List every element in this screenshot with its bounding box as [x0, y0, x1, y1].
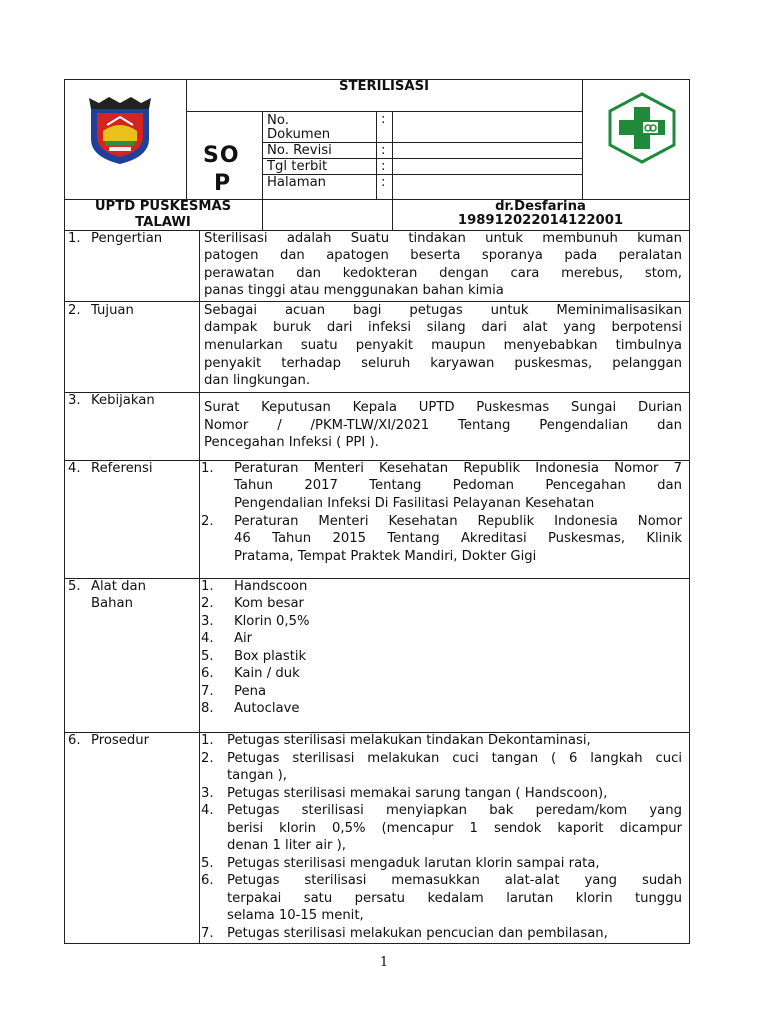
tujuan-line: penyakit terhadap seluruh karyawan puskesmas, pelanggan — [204, 356, 682, 371]
kebijakan-line: Pencegahan Infeksi ( PPI ). — [204, 435, 379, 450]
alat-item: Kain / duk — [234, 666, 300, 681]
organization-name-line2: TALAWI — [135, 215, 191, 230]
section-number: 3. — [68, 393, 81, 408]
alat-item: Handscoon — [234, 579, 308, 594]
section-number: 5. — [68, 579, 81, 594]
section-label: Pengertian — [91, 231, 163, 246]
field-sep: : — [381, 112, 386, 127]
field-label-no-dokumen-1: No. — [267, 113, 289, 128]
prosedur-step-line: selama 10-15 menit, — [227, 908, 364, 923]
district-emblem-icon — [87, 95, 153, 165]
section-number: 4. — [68, 461, 81, 476]
field-label-halaman: Halaman — [267, 175, 327, 190]
prosedur-step-line: Petugas sterilisasi melakukan tindakan Dekontaminasi, — [227, 733, 591, 748]
district-logo — [87, 95, 153, 165]
section-number: 1. — [68, 231, 81, 246]
alat-item-number: 2. — [201, 596, 214, 611]
prosedur-step-number: 4. — [201, 803, 214, 818]
referensi-item-line: Tahun 2017 Tentang Pedoman Pencegahan dan — [234, 478, 682, 493]
pengertian-line: patogen dan apatogen beserta sporanya pada peralatan — [204, 248, 682, 263]
document-title: STERILISASI — [339, 79, 429, 94]
tujuan-line: dan lingkungan. — [204, 373, 311, 388]
tujuan-line: dampak buruk dari infeksi silang dari alat yang berpotensi — [204, 320, 682, 335]
field-sep: : — [381, 175, 386, 190]
alat-item: Air — [234, 631, 253, 646]
prosedur-step-line: Petugas sterilisasi melakukan cuci tangan ( 6 langkah cuci — [227, 751, 682, 766]
referensi-item-line: Peraturan Menteri Kesehatan Republik Indonesia Nomor 7 — [234, 461, 682, 476]
alat-item: Autoclave — [234, 701, 300, 716]
alat-item-number: 1. — [201, 579, 214, 594]
alat-item-number: 5. — [201, 649, 214, 664]
prosedur-step-line: terpakai satu persatu kedalam larutan klorin tunggu — [227, 891, 682, 906]
referensi-item-line: Peraturan Menteri Kesehatan Republik Indonesia Nomor — [234, 514, 682, 529]
referensi-item-line: Pratama, Tempat Praktek Mandiri, Dokter Gigi — [234, 549, 537, 564]
section-number: 2. — [68, 303, 81, 318]
pengertian-line: perawatan dan kedokteran dengan cara merebus, stom, — [204, 266, 682, 281]
puskesmas-cross-icon — [606, 91, 678, 165]
prosedur-step-line: berisi klorin 0,5% (mencapur 1 sendok kaporit dicampur — [227, 821, 682, 836]
alat-item-number: 6. — [201, 666, 214, 681]
alat-item: Box plastik — [234, 649, 307, 664]
alat-item-number: 3. — [201, 614, 214, 629]
prosedur-step-line: Petugas sterilisasi mengaduk larutan klorin sampai rata, — [227, 856, 600, 871]
alat-item-number: 7. — [201, 684, 214, 699]
prosedur-step-number: 5. — [201, 856, 214, 871]
referensi-item-line: 46 Tahun 2015 Tentang Akreditasi Puskesmas, Klinik — [234, 531, 682, 546]
sop-label-line1: SO — [203, 143, 240, 168]
referensi-item-number: 1. — [201, 461, 214, 476]
field-sep: : — [381, 159, 386, 174]
pengertian-line: Sterilisasi adalah Suatu tindakan untuk membunuh kuman — [204, 231, 682, 246]
page-number: 1 — [379, 955, 389, 970]
prosedur-step-number: 6. — [201, 873, 214, 888]
section-label: Prosedur — [91, 733, 150, 748]
kebijakan-line: Surat Keputusan Kepala UPTD Puskesmas Sungai Durian — [204, 400, 682, 415]
section-label: Kebijakan — [91, 393, 155, 408]
prosedur-step-line: denan 1 liter air ), — [227, 838, 346, 853]
section-label: Referensi — [91, 461, 153, 476]
puskesmas-logo — [606, 91, 678, 165]
tujuan-line: Sebagai acuan bagi petugas untuk Meminimalisasikan — [204, 303, 682, 318]
signatory-nip: 198912022014122001 — [457, 213, 624, 228]
prosedur-step-number: 3. — [201, 786, 214, 801]
section-label: Alat dan — [91, 579, 146, 594]
pengertian-line: panas tinggi atau menggunakan bahan kimia — [204, 283, 504, 298]
field-label-tgl-terbit: Tgl terbit — [267, 159, 328, 174]
alat-item: Klorin 0,5% — [234, 614, 310, 629]
referensi-item-number: 2. — [201, 514, 214, 529]
organization-name-line1: UPTD PUSKESMAS — [94, 199, 232, 214]
section-label: Tujuan — [91, 303, 134, 318]
kebijakan-line: Nomor / /PKM-TLW/XI/2021 Tentang Pengendalian dan — [204, 418, 682, 433]
prosedur-step-line: Petugas sterilisasi memakai sarung tangan ( Handscoon), — [227, 786, 608, 801]
prosedur-step-line: Petugas sterilisasi menyiapkan bak peredam/kom yang — [227, 803, 682, 818]
prosedur-step-line: Petugas sterilisasi memasukkan alat-alat yang sudah — [227, 873, 682, 888]
sop-label-line2: P — [214, 171, 232, 196]
prosedur-step-number: 2. — [201, 751, 214, 766]
section-label: Bahan — [91, 596, 133, 611]
prosedur-step-line: Petugas sterilisasi melakukan pencucian dan pembilasan, — [227, 926, 608, 941]
field-label-no-dokumen-2: Dokumen — [267, 127, 331, 142]
prosedur-step-number: 7. — [201, 926, 214, 941]
alat-item: Kom besar — [234, 596, 304, 611]
section-number: 6. — [68, 733, 81, 748]
field-sep: : — [381, 143, 386, 158]
field-label-no-revisi: No. Revisi — [267, 143, 332, 158]
referensi-item-line: Pengendalian Infeksi Di Fasilitasi Pelayanan Kesehatan — [234, 496, 595, 511]
tujuan-line: menularkan suatu penyakit maupun menyebabkan timbulnya — [204, 338, 682, 353]
prosedur-step-number: 1. — [201, 733, 214, 748]
alat-item-number: 4. — [201, 631, 214, 646]
signatory-name: dr.Desfarina — [495, 199, 586, 214]
prosedur-step-line: tangan ), — [227, 768, 287, 783]
alat-item-number: 8. — [201, 701, 214, 716]
alat-item: Pena — [234, 684, 267, 699]
